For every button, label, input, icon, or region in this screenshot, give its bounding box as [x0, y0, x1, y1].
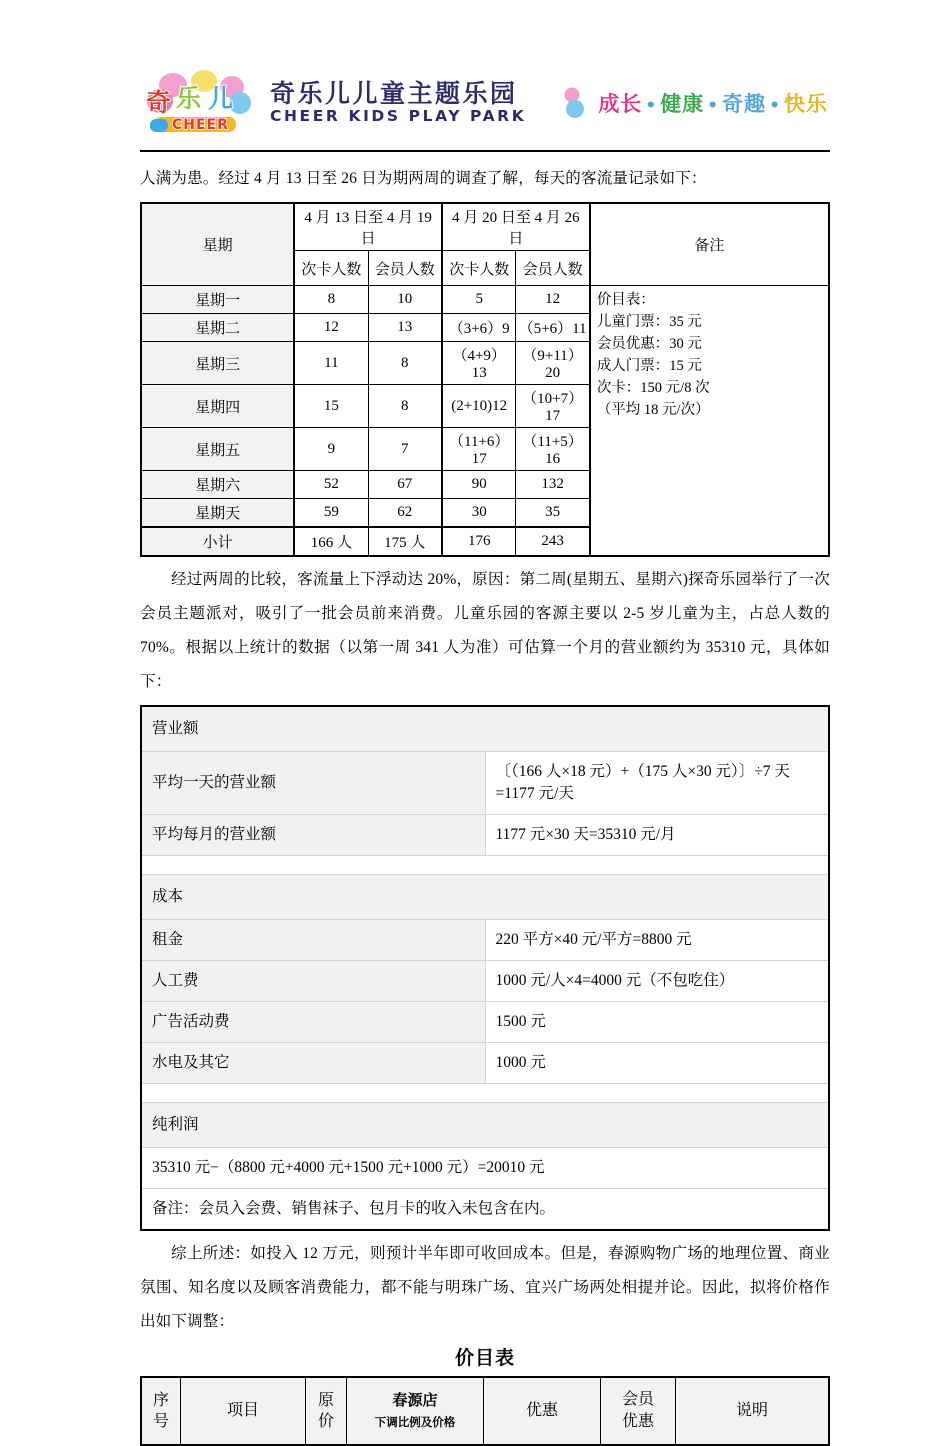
th-sub-4: 会员人数	[516, 251, 590, 286]
price-list-header-row	[141, 1377, 829, 1445]
cell-value: 62	[368, 499, 442, 528]
th-member-discount	[601, 1377, 676, 1445]
cell-value: 〔（166 人×18 元）+（175 人×30 元）〕÷7 天=1177 元/天	[485, 752, 829, 815]
table-row	[141, 1002, 829, 1043]
svg-text:奇: 奇	[146, 88, 172, 117]
th-member-discount-label: 会员优惠	[621, 1391, 654, 1430]
table-row	[141, 1189, 829, 1231]
slogan-dot-2: •	[707, 96, 720, 116]
th-period-2: 4 月 20 日至 4 月 26 日	[442, 203, 590, 251]
table-row	[141, 920, 829, 961]
traffic-table-body	[141, 286, 829, 557]
letterhead	[140, 58, 830, 148]
th-week: 星期	[141, 203, 294, 286]
cell-value: （11+6）17	[442, 428, 516, 471]
th-orig-price	[306, 1377, 347, 1445]
slogan-word-3: 奇趣	[722, 92, 767, 116]
th-note: 说明	[676, 1377, 830, 1445]
th-sub-2: 会员人数	[368, 251, 442, 286]
cell-value: 15	[294, 385, 368, 428]
slogan	[562, 86, 828, 120]
cell-value: 12	[294, 314, 368, 342]
remark-line: 成人门票：15 元	[596, 358, 702, 374]
cell-value: 7	[368, 428, 442, 471]
cell-value: (2+10)12	[442, 385, 516, 428]
slogan-dot-3: •	[769, 96, 781, 116]
cell-value: 8	[368, 342, 442, 385]
slogan-dot-1: •	[645, 96, 658, 116]
cell-profit-formula: 35310 元−（8800 元+4000 元+1500 元+1000 元）=20010 元	[141, 1148, 829, 1189]
svg-text:CHEER: CHEER	[172, 117, 229, 133]
cell-day: 星期四	[141, 385, 294, 428]
cell-value: 8	[368, 385, 442, 428]
balloons-icon	[562, 86, 590, 120]
brand-name-en: CHEER KIDS PLAY PARK	[270, 107, 527, 126]
th-item: 项目	[181, 1377, 306, 1445]
analysis-paragraph: 经过两周的比较，客流量上下浮动达 20%，原因：第二周(星期五、星期六)探奇乐园举行了一次会员主题派对，吸引了一批会员前来消费。儿童乐园的客源主要以 2-5 岁儿童为主，占总人数的 70%。根据以上统计的数据（以第一周 341 人为准）可估算一个月的营业额约为 35310 元，具体如下：	[140, 571, 830, 690]
cell-subtotal-value: 176	[442, 527, 516, 556]
finance-table	[140, 705, 830, 1231]
cell-value: 90	[442, 471, 516, 499]
table-row	[141, 752, 829, 815]
cell-profit-note: 备注：会员入会费、销售袜子、包月卡的收入未包含在内。	[141, 1189, 829, 1231]
cell-value: 5	[442, 286, 516, 314]
cell-value: 30	[442, 499, 516, 528]
cell-value: 220 平方×40 元/平方=8800 元	[485, 920, 829, 961]
slogan-word-2: 健康	[660, 92, 705, 116]
cell-label: 广告活动费	[141, 1002, 485, 1043]
cell-value: 10	[368, 286, 442, 314]
cell-value: 52	[294, 471, 368, 499]
remark-line: 价目表：	[596, 292, 655, 308]
th-shop-sublabel: 下调比例及价格	[374, 1415, 456, 1429]
cell-value: 67	[368, 471, 442, 499]
cell-value: （11+5）16	[516, 428, 590, 471]
brand-block	[270, 80, 526, 127]
cheer-kids-logo-icon	[140, 67, 260, 139]
cell-label: 平均每月的营业额	[141, 815, 485, 856]
cell-day: 星期一	[141, 286, 294, 314]
cell-subtotal-value: 243	[516, 527, 590, 556]
spacer-cell	[141, 1084, 829, 1103]
th-seq-label: 序号	[153, 1392, 170, 1430]
spacer-row	[141, 1084, 829, 1103]
section-title-cost: 成本	[141, 875, 829, 920]
th-period-1: 4 月 13 日至 4 月 19 日	[294, 203, 442, 251]
cell-day: 星期二	[141, 314, 294, 342]
table-row	[141, 1043, 829, 1084]
remark-line: 儿童门票：35 元	[596, 314, 702, 330]
section-title-profit: 纯利润	[141, 1103, 829, 1148]
cell-value: 8	[294, 286, 368, 314]
cell-value: 9	[294, 428, 368, 471]
brand-name-cn: 奇乐儿儿童主题乐园	[270, 78, 518, 108]
cell-value: 59	[294, 499, 368, 528]
th-shop-label: 春源店	[392, 1391, 438, 1409]
cell-day: 星期天	[141, 499, 294, 528]
th-sub-1: 次卡人数	[294, 251, 368, 286]
cell-value: 35	[516, 499, 590, 528]
cell-label: 人工费	[141, 961, 485, 1002]
document-page	[0, 58, 950, 1430]
th-seq	[141, 1377, 181, 1445]
section-row-profit	[141, 1103, 829, 1148]
th-orig-price-label: 原价	[318, 1392, 335, 1430]
th-shop	[347, 1377, 484, 1445]
cell-value: （3+6）9	[442, 314, 516, 342]
intro-paragraph: 人满为患。经过 4 月 13 日至 26 日为期两周的调查了解，每天的客流量记录如下：	[140, 170, 707, 187]
table-row	[141, 286, 829, 314]
cell-day: 星期六	[141, 471, 294, 499]
th-remark: 备注	[590, 203, 829, 286]
cell-value: （5+6）11	[516, 314, 590, 342]
table-row	[141, 961, 829, 1002]
traffic-table-head	[141, 203, 829, 286]
remark-line: （平均 18 元/次）	[596, 402, 710, 418]
th-discount: 优惠	[484, 1377, 601, 1445]
conclusion-paragraph: 综上所述：如投入 12 万元，则预计半年即可收回成本。但是，春源购物广场的地理位置、商业氛围、知名度以及顾客消费能力，都不能与明珠广场、宜兴广场两处相提并论。因此，拟将价格作出如下调整：	[140, 1245, 830, 1330]
cell-label: 平均一天的营业额	[141, 752, 485, 815]
remark-line: 次卡：150 元/8 次	[596, 380, 710, 396]
cell-value: 13	[368, 314, 442, 342]
cell-subtotal-value: 166 人	[294, 527, 368, 556]
table-row	[141, 1148, 829, 1189]
cell-value: 1177 元×30 天=35310 元/月	[485, 815, 829, 856]
spacer-row	[141, 856, 829, 875]
section-title-revenue: 营业额	[141, 706, 829, 752]
cell-value: 11	[294, 342, 368, 385]
cell-value: 12	[516, 286, 590, 314]
section-row-cost	[141, 875, 829, 920]
slogan-word-4: 快乐	[783, 92, 828, 116]
cell-value: （9+11）20	[516, 342, 590, 385]
price-list-table	[140, 1376, 830, 1446]
remark-line: 会员优惠：30 元	[596, 336, 702, 352]
cell-value: 1500 元	[485, 1002, 829, 1043]
th-sub-3: 次卡人数	[442, 251, 516, 286]
cell-value: 132	[516, 471, 590, 499]
spacer-cell	[141, 856, 829, 875]
table-row	[141, 815, 829, 856]
price-list-title: 价目表	[454, 1347, 515, 1369]
cell-value: （4+9）13	[442, 342, 516, 385]
cell-label: 水电及其它	[141, 1043, 485, 1084]
cell-label: 租金	[141, 920, 485, 961]
slogan-word-1: 成长	[598, 92, 643, 116]
cell-day: 星期五	[141, 428, 294, 471]
slogan-words	[598, 88, 828, 118]
svg-text:乐: 乐	[176, 84, 202, 113]
section-row-revenue	[141, 706, 829, 752]
traffic-table	[140, 202, 830, 557]
cell-value: 1000 元	[485, 1043, 829, 1084]
cell-subtotal-label: 小计	[141, 527, 294, 556]
svg-text:儿: 儿	[208, 84, 234, 113]
cell-value: 1000 元/人×4=4000 元（不包吃住）	[485, 961, 829, 1002]
cell-remark	[590, 286, 829, 557]
cell-subtotal-value: 175 人	[368, 527, 442, 556]
cell-day: 星期三	[141, 342, 294, 385]
cell-value: （10+7）17	[516, 385, 590, 428]
